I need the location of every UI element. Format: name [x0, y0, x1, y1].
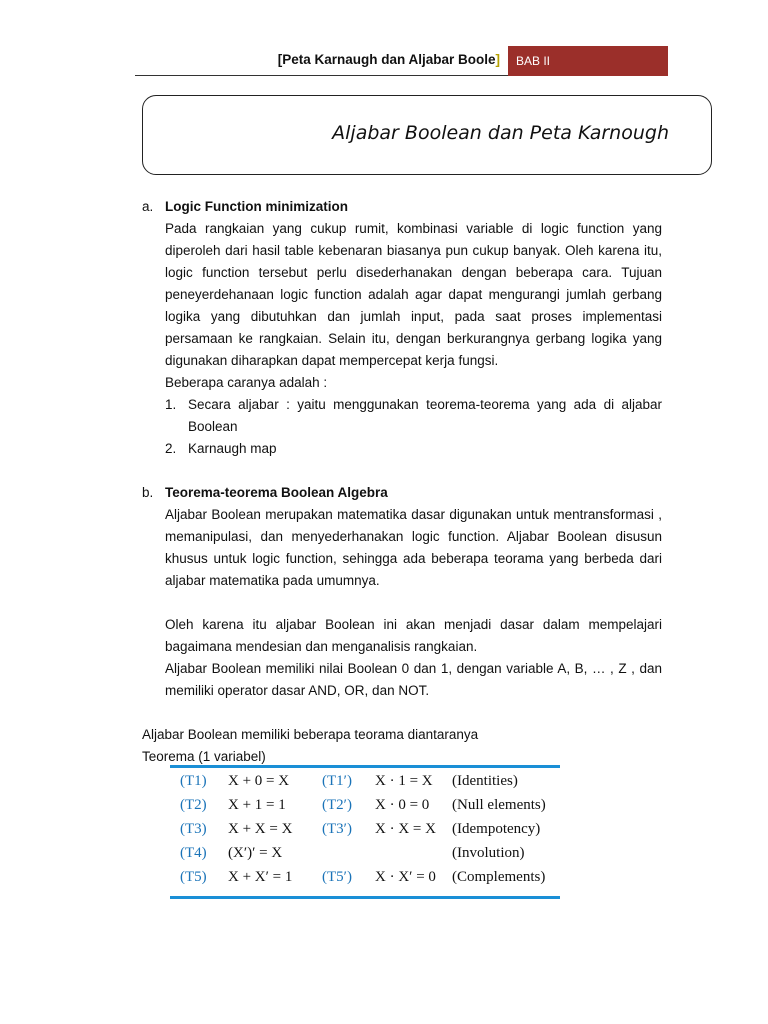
list-item-number: 2. [165, 441, 177, 456]
table-row [170, 817, 560, 841]
table-row [170, 769, 560, 793]
section-a [142, 196, 662, 460]
theorem-table [170, 765, 560, 899]
chapter-title: Aljabar Boolean dan Peta Karnough [332, 122, 669, 144]
theorem-id: (T1) [180, 773, 207, 789]
table-row [170, 865, 560, 889]
section-a-marker: a. [142, 199, 154, 214]
theorem-expression: X + 1 = 1 [228, 797, 286, 813]
header-title-text: [Peta Karnaugh dan Aljabar Boole [277, 52, 496, 67]
theorem-expression: X + X′ = 1 [228, 869, 293, 885]
page-header [135, 46, 668, 76]
theorem-id: (T3) [180, 821, 207, 837]
theorem-name: (Complements) [452, 869, 546, 885]
theorem-id: (T2) [180, 797, 207, 813]
section-b-marker: b. [142, 485, 154, 500]
list-item-text: Karnaugh map [188, 441, 277, 456]
dual-theorem-expression: X · 0 = 0 [375, 797, 430, 813]
theorem-name: (Idempotency) [452, 821, 541, 837]
list-item [165, 438, 662, 460]
section-a-paragraph: Pada rangkaian yang cukup rumit, kombinasi variable di logic function yang diperoleh dari hasil table kebenaran biasanya pun cukup banyak. Oleh karena itu, logic function tersebut perlu disederhanakan dengan beberapa cara. Tujuan peneyerdehanaan logic function adalah agar dapat mengurangi jumlah gerbang logika yang dibutuhkan dan jumlah input, pada saat proses implementasi persamaan ke rangkaian. Selain itu, dengan berkurangnya gerbang logika yang digunakan diharapkan dapat mempercepat kerja fungsi. [165, 221, 662, 368]
section-b-heading: Teorema-teorema Boolean Algebra [165, 485, 388, 500]
table-top-rule [170, 765, 560, 768]
dual-theorem-id: (T2′) [322, 797, 352, 813]
theorem-name: (Involution) [452, 845, 525, 861]
table-row [170, 841, 560, 865]
theorem-id: (T5) [180, 869, 207, 885]
dual-theorem-expression: X · X′ = 0 [375, 869, 436, 885]
section-b [142, 482, 662, 702]
method-list [165, 394, 662, 460]
section-a-list-intro: Beberapa caranya adalah : [165, 375, 328, 390]
theorem-intro: Aljabar Boolean memiliki beberapa teorama diantaranya [142, 727, 479, 742]
theorem-expression: X + X = X [228, 821, 293, 837]
theorem-id: (T4) [180, 845, 207, 861]
table-row [170, 793, 560, 817]
list-item [165, 394, 662, 438]
section-b-paragraph-2: Oleh karena itu aljabar Boolean ini akan menjadi dasar dalam mempelajari bagaimana mendesian dan menganalisis rangkaian. [165, 617, 662, 654]
dual-theorem-expression: X · X = X [375, 821, 436, 837]
theorem-caption: Teorema (1 variabel) [142, 749, 266, 764]
dual-theorem-id: (T3′) [322, 821, 352, 837]
dual-theorem-id: (T5′) [322, 869, 352, 885]
table-bottom-rule [170, 896, 560, 899]
section-b-paragraph-3: Aljabar Boolean memiliki nilai Boolean 0 dan 1, dengan variable A, B, … , Z , dan memiliki operator dasar AND, OR, dan NOT. [165, 661, 662, 698]
spacer [142, 460, 662, 482]
section-b-paragraph-1: Aljabar Boolean merupakan matematika dasar digunakan untuk mentransformasi , memanipulasi, dan menyederhanakan logic function. Aljabar Boolean disusun khusus untuk logic function, sehingga ada beberapa teorama yang berbeda dari aljabar matematika pada umumnya. [165, 507, 662, 588]
theorem-name: (Identities) [452, 773, 518, 789]
list-item-text: Secara aljabar : yaitu menggunakan teorema-teorema yang ada di aljabar Boolean [188, 397, 662, 434]
chapter-badge: BAB II [508, 46, 668, 76]
header-title [278, 52, 500, 67]
document-body [142, 196, 662, 768]
dual-theorem-id: (T1′) [322, 773, 352, 789]
chapter-title-box [142, 95, 712, 175]
header-divider [135, 75, 508, 76]
dual-theorem-expression: X · 1 = X [375, 773, 433, 789]
theorem-expression: (X′)′ = X [228, 845, 283, 861]
spacer [142, 702, 662, 724]
spacer [165, 592, 662, 614]
header-title-bracket: ] [495, 52, 500, 67]
section-a-heading: Logic Function minimization [165, 199, 348, 214]
list-item-number: 1. [165, 397, 177, 412]
theorem-name: (Null elements) [452, 797, 546, 813]
theorem-expression: X + 0 = X [228, 773, 290, 789]
